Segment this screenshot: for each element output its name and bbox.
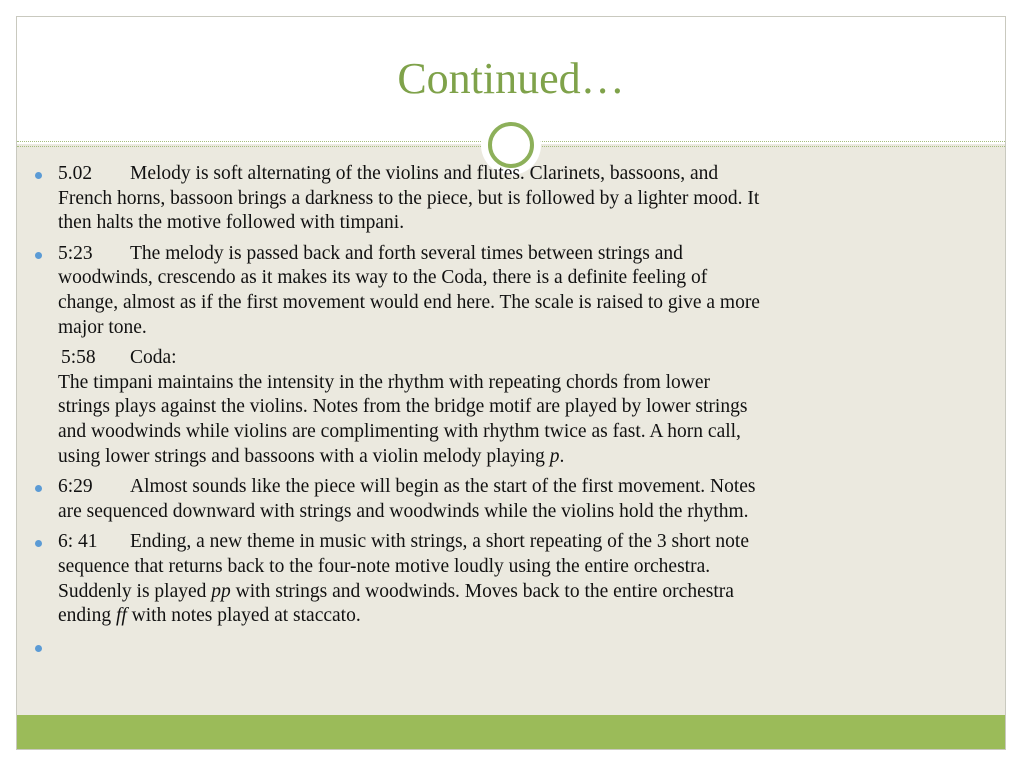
bullet-paragraph [58,162,968,236]
dynamic-marking: pp [211,580,231,602]
line-text: Suddenly is played [58,580,212,602]
line-text: Almost sounds like the piece will begin as the start of the first movement. Notes [130,476,756,498]
timestamp: 5:23 [58,242,93,264]
text-line: then halts the motive followed with timpani. [58,212,405,234]
bullet-paragraph [58,475,968,524]
timestamp: 5.02 [58,163,93,184]
slide-title: Continued… [397,54,625,103]
text-line: change, almost as if the first movement would end here. The scale is raised to give a more [58,291,760,313]
dynamic-marking: ff [115,605,127,627]
dynamic-marking: p [549,445,560,467]
text-line: are sequenced downward with strings and woodwinds while the violins hold the rhythm. [58,500,749,522]
text-line [58,162,968,187]
text-line: The timpani maintains the intensity in the rhythm with repeating chords from lower [58,371,711,393]
line-text: using lower strings and bassoons with a violin melody playing [58,445,550,467]
bullet-icon [35,645,42,652]
timestamp: 5:58 [61,347,96,369]
text-line [58,530,968,555]
footer-bar [17,715,1005,749]
line-text: with notes played at staccato. [126,605,361,627]
text-line [58,242,968,267]
coda-paragraph [58,346,968,469]
bullet-paragraph [58,530,968,628]
line-text: ending [58,605,116,627]
line-text: . [559,445,565,467]
line-text: Melody is soft alternating of the violins and flutes. Clarinets, bassoons, and [130,163,719,184]
bullet-icon [35,252,42,259]
line-text: with strings and woodwinds. Moves back to the entire orchestra [230,580,734,602]
text-line: French horns, bassoon brings a darkness to the piece, but is followed by a lighter mood. It [58,187,760,209]
text-line: woodwinds, crescendo as it makes its way to the Coda, there is a definite feeling of [58,267,708,289]
text-line [58,580,968,605]
text-line: and woodwinds while violins are complimenting with rhythm twice as fast. A horn call, [58,420,741,442]
line-text: Ending, a new theme in music with strings, a short repeating of the 3 short note [130,531,750,553]
timestamp: 6:29 [58,476,93,498]
text-line: sequence that returns back to the four-note motive loudly using the entire orchestra. [58,555,711,577]
text-line: major tone. [58,316,147,338]
text-line [58,445,968,470]
empty-bullet-paragraph [58,635,968,659]
line-text: The melody is passed back and forth several times between strings and [130,242,683,264]
empty-line [58,635,968,659]
slide-body [58,162,968,665]
bullet-paragraph [58,242,968,340]
bullet-icon [35,172,42,179]
text-line: strings plays against the violins. Notes from the bridge motif are played by lower strings [58,396,748,418]
text-line [58,346,968,371]
coda-heading: Coda: [130,347,177,369]
text-line [58,475,968,500]
text-line [58,604,968,629]
timestamp: 6: 41 [58,531,98,553]
